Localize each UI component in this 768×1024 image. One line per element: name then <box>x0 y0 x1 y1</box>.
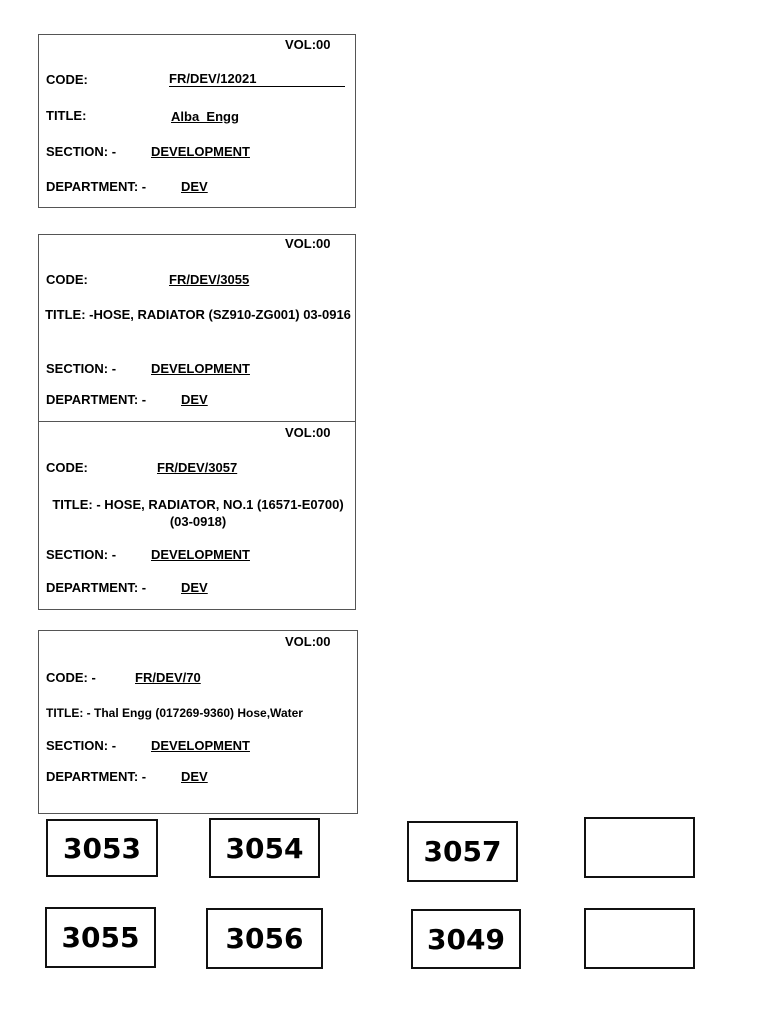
code-label: CODE: <box>46 460 88 475</box>
code-value: FR/DEV/3055 <box>169 272 250 287</box>
number-box-empty <box>584 817 695 878</box>
department-value: DEV <box>181 179 208 194</box>
code-label: CODE: <box>46 272 88 287</box>
number-box-empty <box>584 908 695 969</box>
number-box: 3056 <box>206 908 323 969</box>
vol-label: VOL:00 <box>285 425 331 440</box>
department-value: DEV <box>181 392 208 407</box>
department-value: DEV <box>181 580 208 595</box>
section-label: SECTION: - <box>46 547 117 562</box>
section-label: SECTION: - <box>46 738 117 753</box>
number-box: 3049 <box>411 909 521 969</box>
label-card-3 <box>38 421 356 610</box>
label-card-2 <box>38 234 356 422</box>
code-label: CODE: - <box>46 670 96 685</box>
number-box: 3057 <box>407 821 518 882</box>
code-value: FR/DEV/12021 <box>169 72 345 87</box>
number-box: 3054 <box>209 818 320 878</box>
title-text: TITLE: - HOSE, RADIATOR, NO.1 (16571-E0700)(03-0918) <box>52 497 344 529</box>
title-text: TITLE: - Thal Engg (017269-9360) Hose,Water <box>46 706 303 720</box>
title-value: Alba Engg <box>171 109 239 124</box>
department-label: DEPARTMENT: - <box>46 179 147 194</box>
department-label: DEPARTMENT: - <box>46 580 147 595</box>
section-label: SECTION: - <box>46 361 117 376</box>
section-label: SECTION: - <box>46 144 117 159</box>
number-box: 3055 <box>45 907 156 968</box>
label-card-4 <box>38 630 358 814</box>
vol-label: VOL:00 <box>285 236 331 251</box>
department-label: DEPARTMENT: - <box>46 392 147 407</box>
section-value: DEVELOPMENT <box>151 547 250 562</box>
department-label: DEPARTMENT: - <box>46 769 147 784</box>
title-text: TITLE: -HOSE, RADIATOR (SZ910-ZG001) 03-0916 <box>45 307 351 322</box>
label-card-1 <box>38 34 356 208</box>
vol-label: VOL:00 <box>285 634 331 649</box>
vol-label: VOL:00 <box>285 37 331 52</box>
code-value: FR/DEV/70 <box>135 670 201 685</box>
number-box: 3053 <box>46 819 158 877</box>
section-value: DEVELOPMENT <box>151 738 250 753</box>
section-value: DEVELOPMENT <box>151 361 250 376</box>
section-value: DEVELOPMENT <box>151 144 250 159</box>
department-value: DEV <box>181 769 208 784</box>
code-value: FR/DEV/3057 <box>157 460 238 475</box>
code-label: CODE: <box>46 72 88 87</box>
title-label: TITLE: <box>46 108 87 123</box>
